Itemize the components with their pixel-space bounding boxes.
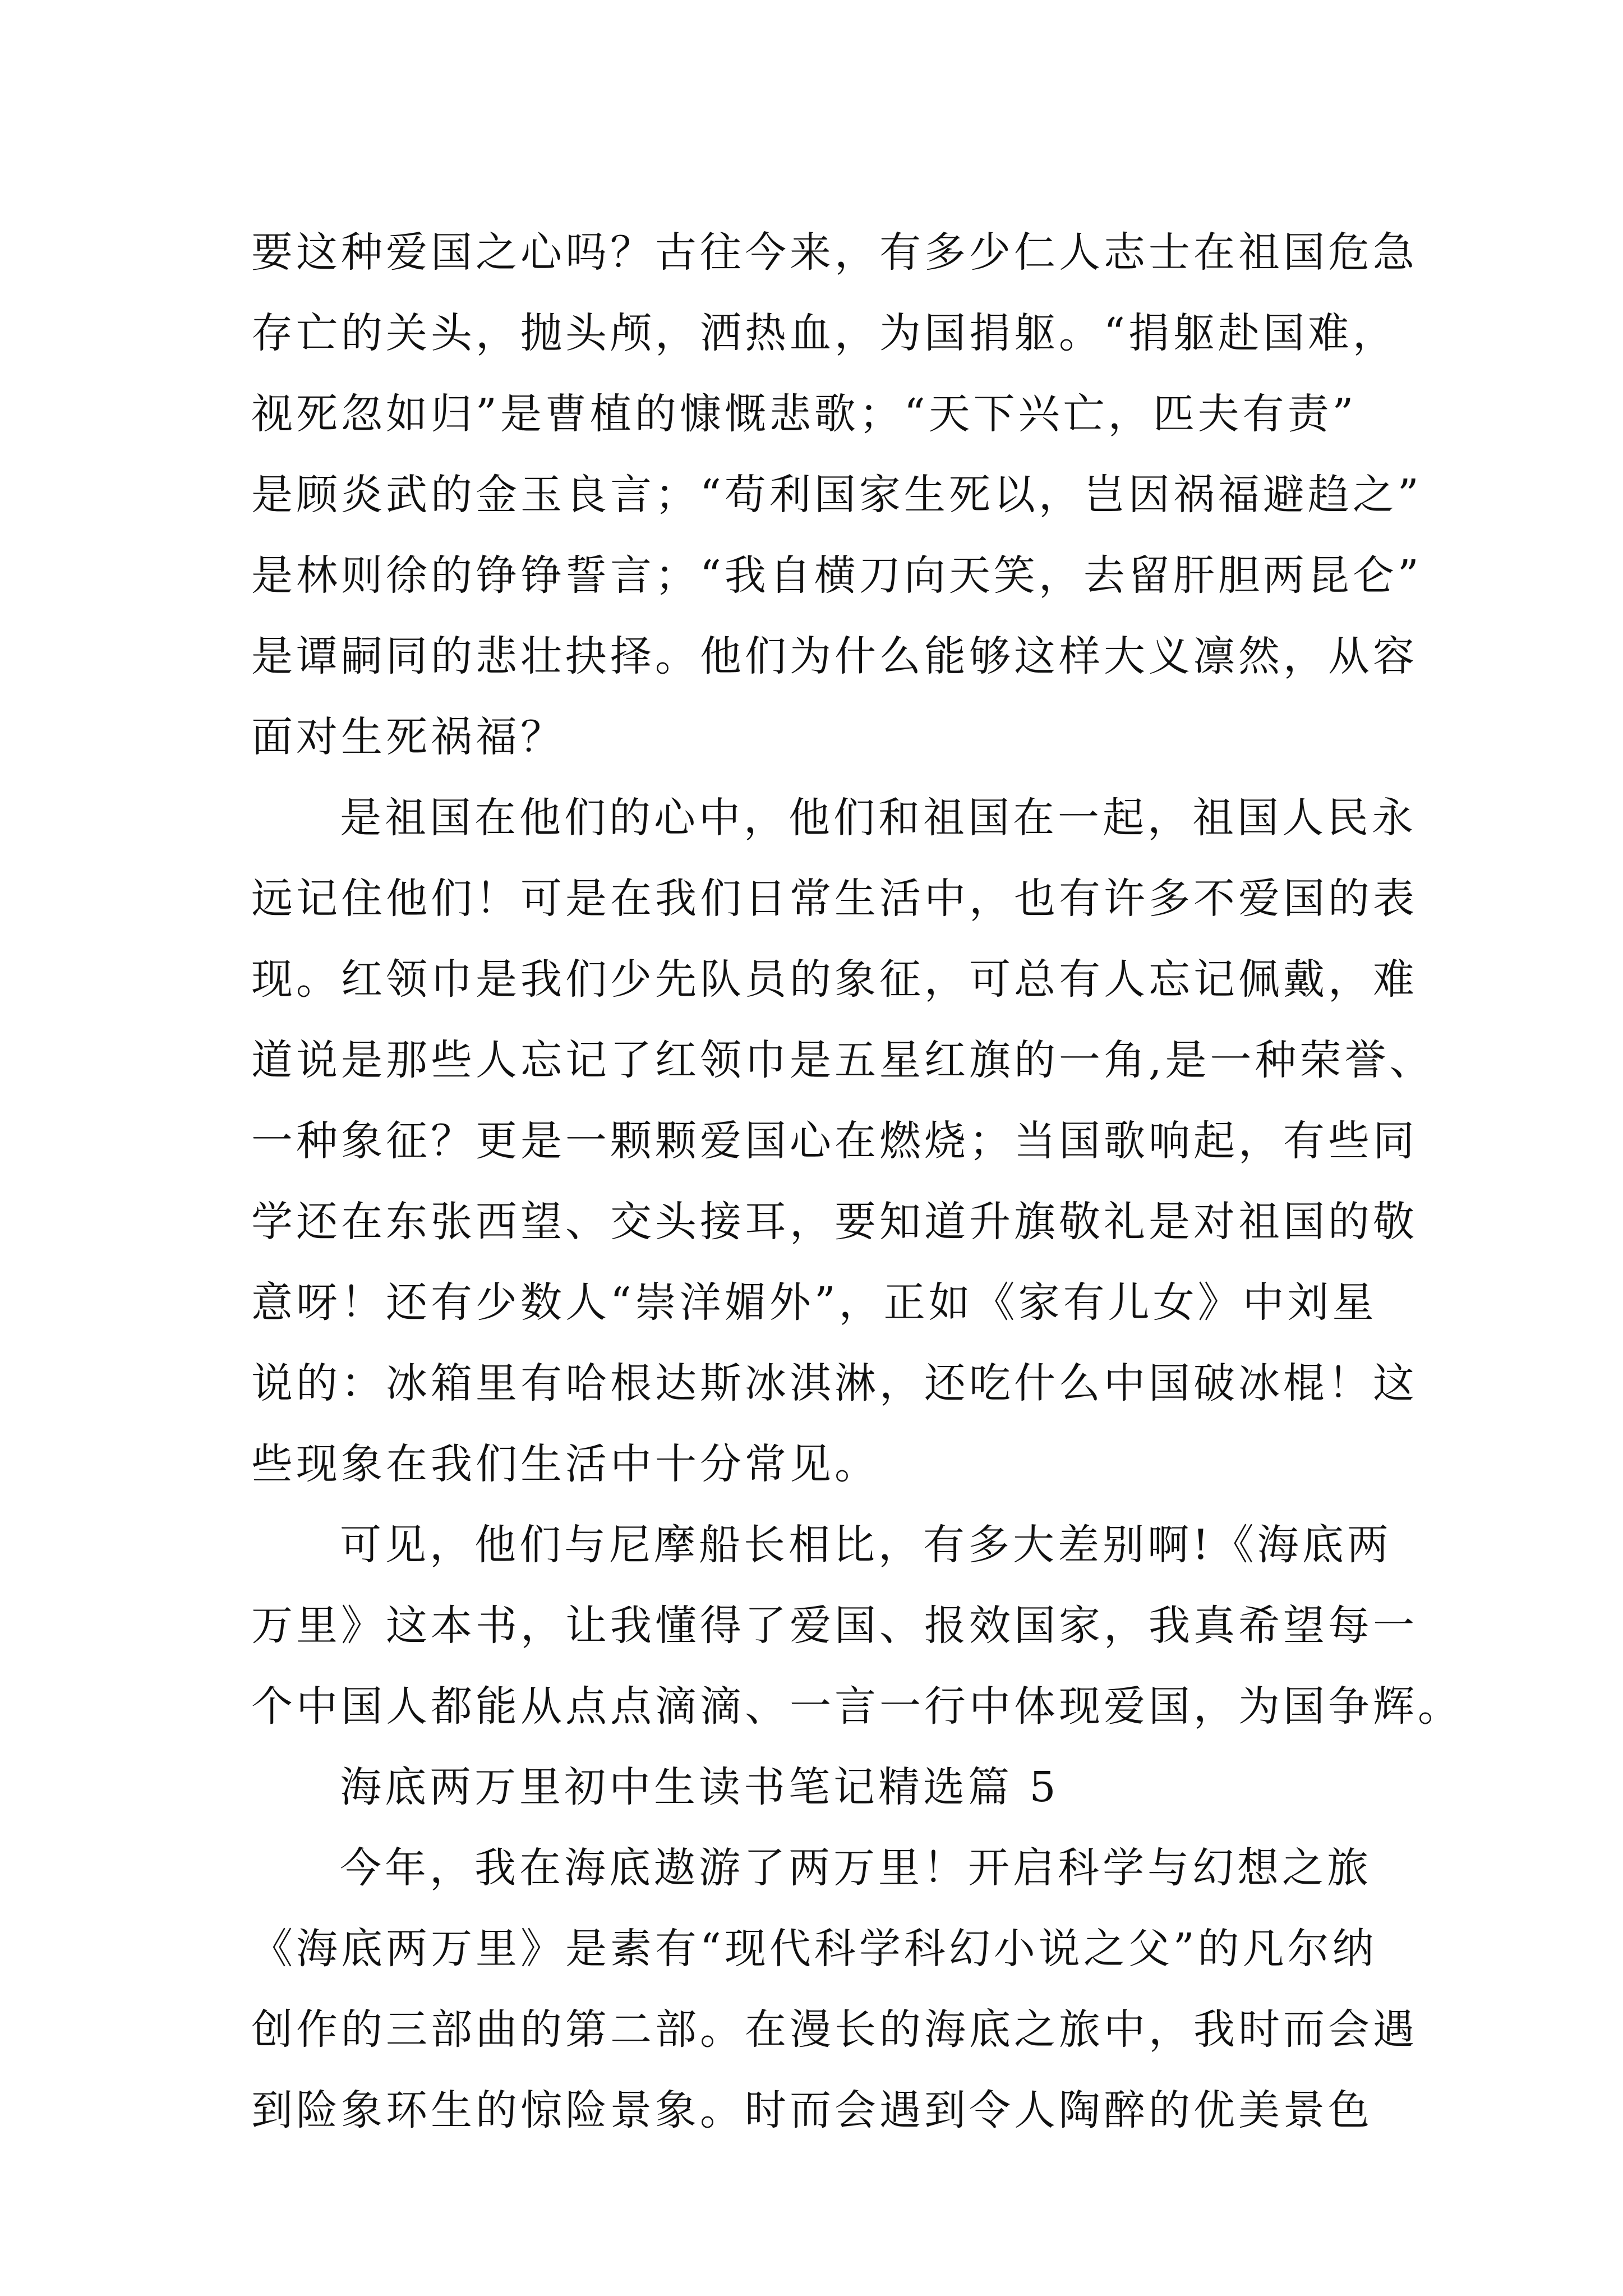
text-line: 学还在东张西望、交头接耳，要知道升旗敬礼是对祖国的敬: [251, 1198, 1418, 1246]
text-line: 些现象在我们生活中十分常见。: [251, 1440, 879, 1488]
text-line: 是林则徐的铮铮誓言；“我自横刀向天笑，去留肝胆两昆仑”: [251, 551, 1422, 600]
text-line: 一种象征？更是一颗颗爱国心在燃烧；当国歌响起，有些同: [251, 1117, 1418, 1165]
text-line: 要这种爱国之心吗？古往今来，有多少仁人志士在祖国危急: [251, 228, 1418, 277]
paragraph-first-line: 可见，他们与尼摩船长相比，有多大差别啊!《海底两: [340, 1521, 1392, 1569]
text-line: 说的：冰箱里有哈根达斯冰淇淋，还吃什么中国破冰棍！这: [251, 1359, 1418, 1407]
text-line: 存亡的关头，抛头颅，洒热血，为国捐躯。“捐躯赴国难，: [251, 309, 1398, 357]
text-line: 到险象环生的惊险景象。时而会遇到令人陶醉的优美景色: [251, 2086, 1373, 2134]
text-line: 是谭嗣同的悲壮抉择。他们为什么能够这样大义凛然，从容: [251, 632, 1418, 680]
text-line: 个中国人都能从点点滴滴、一言一行中体现爱国，为国争辉。: [251, 1682, 1463, 1731]
text-line: 视死忽如归”是曹植的慷慨悲歌；“天下兴亡，匹夫有责”: [251, 390, 1357, 438]
text-line: 意呀！还有少数人“崇洋媚外”，正如《家有儿女》中刘星: [251, 1278, 1377, 1327]
paragraph-first-line: 今年，我在海底遨游了两万里！开启科学与幻想之旅: [340, 1844, 1372, 1892]
section-heading: 海底两万里初中生读书笔记精选篇 5: [340, 1763, 1059, 1811]
text-line: 面对生死祸福？: [251, 713, 565, 761]
document-body: [251, 212, 1463, 2151]
text-line: 创作的三部曲的第二部。在漫长的海底之旅中，我时而会遇: [251, 2005, 1418, 2054]
text-line: 远记住他们！可是在我们日常生活中，也有许多不爱国的表: [251, 875, 1418, 923]
text-line: 是顾炎武的金玉良言；“苟利国家生死以，岂因祸福避趋之”: [251, 471, 1422, 519]
text-line: 万里》这本书，让我懂得了爱国、报效国家，我真希望每一: [251, 1602, 1418, 1650]
text-line: 现。红领巾是我们少先队员的象征，可总有人忘记佩戴，难: [251, 955, 1418, 1004]
text-line: 道说是那些人忘记了红领巾是五星红旗的一角,是一种荣誉、: [251, 1036, 1435, 1084]
text-line: 《海底两万里》是素有“现代科学科幻小说之父”的凡尔纳: [251, 1925, 1377, 1973]
paragraph-first-line: 是祖国在他们的心中，他们和祖国在一起，祖国人民永: [340, 794, 1417, 842]
